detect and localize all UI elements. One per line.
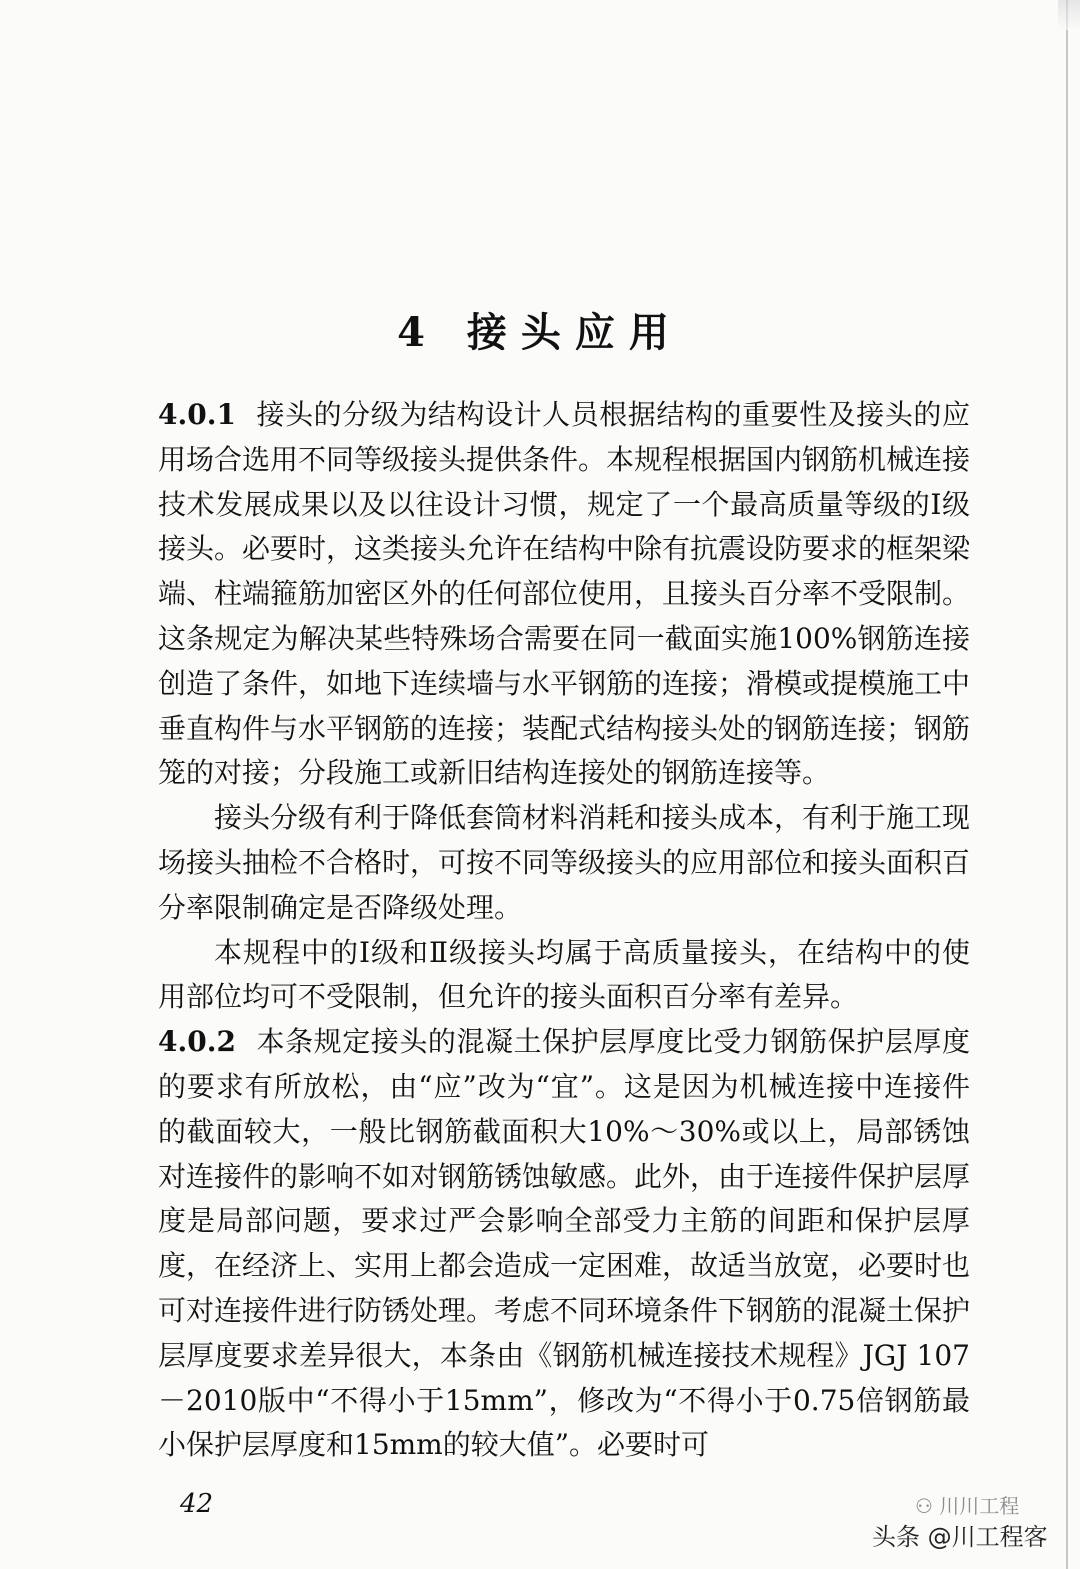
page-number: 42 bbox=[180, 1489, 214, 1519]
clause-4-0-1 bbox=[158, 393, 970, 796]
scan-corner-shadow bbox=[1058, 0, 1080, 30]
body-text bbox=[158, 393, 970, 1468]
watermark-logo: ⚇ 川川工程 bbox=[915, 1494, 1020, 1518]
paragraph: 接头分级有利于降低套筒材料消耗和接头成本，有利于施工现场接头抽检不合格时，可按不同等级接头的应用部位和接头面积百分率限制确定是否降级处理。 bbox=[158, 801, 971, 924]
clause-4-0-2 bbox=[158, 1020, 970, 1468]
chapter-title: 4 接头应用 bbox=[397, 308, 683, 356]
clause-number: 4.0.1 bbox=[158, 398, 236, 431]
watermark-text: 头条 @川工程客 bbox=[872, 1523, 1048, 1551]
clause-text: 接头的分级为结构设计人员根据结构的重要性及接头的应用场合选用不同等级接头提供条件。本规程根据国内钢筋机械连接技术发展成果以及以往设计习惯，规定了一个最高质量等级的Ⅰ级接头。必要时，这类接头允许在结构中除有抗震设防要求的框架梁端、柱端箍筋加密区外的任何部位使用，且接头百分率不受限制。这条规定为解决某些特殊场合需要在同一截面实施100%钢筋连接创造了条件，如地下连续墙与水平钢筋的连接；滑模或提模施工中垂直构件与水平钢筋的连接；装配式结构接头处的钢筋连接；钢筋笼的对接；分段施工或新旧结构连接处的钢筋连接等。 bbox=[158, 398, 971, 790]
scan-edge-line bbox=[1066, 0, 1068, 1569]
clause-number: 4.0.2 bbox=[158, 1025, 236, 1059]
paragraph: 本规程中的Ⅰ级和Ⅱ级接头均属于高质量接头，在结构中的使用部位均可不受限制，但允许的接头面积百分率有差异。 bbox=[158, 935, 970, 1014]
clause-text: 本条规定接头的混凝土保护层厚度比受力钢筋保护层厚度的要求有所放松，由“应”改为“宜”。这是因为机械连接中连接件的截面较大，一般比钢筋截面积大10%～30%或以上，局部锈蚀对连接件的影响不如对钢筋锈蚀敏感。此外，由于连接件保护层厚度是局部问题，要求过严会影响全部受力主筋的间距和保护层厚度，在经济上、实用上都会造成一定困难，故适当放宽，必要时也可对连接件进行防锈处理。考虑不同环境条件下钢筋的混凝土保护层厚度要求差异很大，本条由《钢筋机械连接技术规程》JGJ 107－2010版中“不得小于15mm”，修改为“不得小于0.75倍钢筋最小保护层厚度和15mm的较大值”。必要时可 bbox=[158, 1025, 971, 1462]
